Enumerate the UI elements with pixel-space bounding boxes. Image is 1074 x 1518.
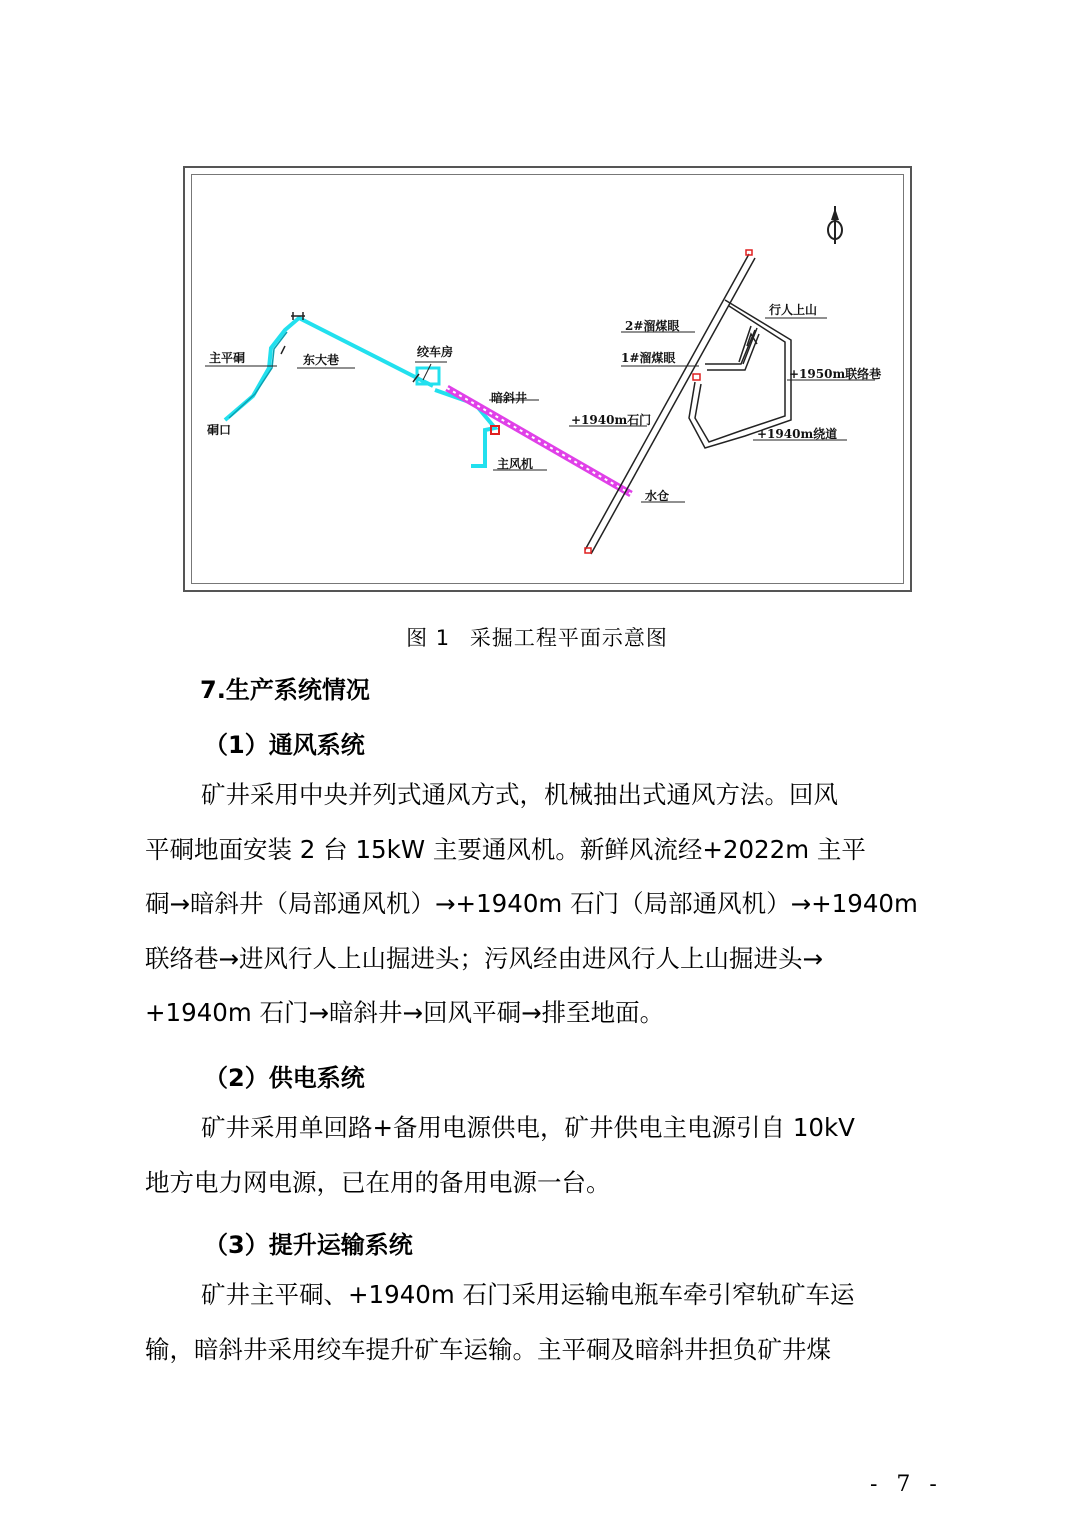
subsection-heading-ventilation: （1）通风系统 bbox=[204, 731, 365, 759]
uphill-network bbox=[689, 300, 791, 448]
caption-number: 图 1 bbox=[406, 626, 451, 650]
paragraph-hoisting bbox=[145, 1268, 935, 1377]
roadway-marks bbox=[281, 312, 419, 382]
text-line: 输，暗斜井采用绞车提升矿车运输。主平硐及暗斜井担负矿井煤 bbox=[145, 1334, 831, 1364]
label-main-fan: 主风机 bbox=[497, 457, 534, 471]
label-crosscut-1940: +1940m石门 bbox=[571, 413, 652, 427]
label-winch-room: 绞车房 bbox=[417, 345, 454, 359]
text-line: 地方电力网电源，已在用的备用电源一台。 bbox=[145, 1167, 611, 1197]
subsection-heading-power: （2）供电系统 bbox=[204, 1064, 365, 1092]
subsection-heading-hoisting: （3）提升运输系统 bbox=[204, 1231, 413, 1259]
paragraph-power bbox=[145, 1101, 935, 1210]
label-main-adit: 主平硐 bbox=[209, 351, 246, 365]
leader-lines bbox=[205, 318, 875, 502]
figure-frame bbox=[183, 166, 912, 592]
crosscut-1940 bbox=[585, 250, 755, 554]
mine-plan-diagram bbox=[185, 168, 914, 594]
label-chute-2: 2#溜煤眼 bbox=[625, 319, 680, 333]
figure-caption bbox=[0, 622, 1074, 652]
paragraph-ventilation bbox=[145, 768, 935, 1041]
section-heading: 7.生产系统情况 bbox=[200, 676, 370, 704]
text-line: 矿井采用单回路+备用电源供电，矿井供电主电源引自 10kV bbox=[201, 1113, 855, 1142]
label-chute-1: 1#溜煤眼 bbox=[621, 351, 676, 365]
label-blind-incline: 暗斜井 bbox=[491, 391, 528, 405]
label-adit-mouth: 硐口 bbox=[207, 423, 232, 437]
north-arrow-icon bbox=[828, 206, 842, 244]
label-bypass-1940: +1940m绕道 bbox=[757, 427, 838, 441]
text-line: 矿井主平硐、+1940m 石门采用运输电瓶车牵引窄轨矿车运 bbox=[201, 1280, 855, 1309]
page-number: - 7 - bbox=[870, 1472, 943, 1497]
label-sump: 水仓 bbox=[645, 489, 670, 503]
text-line: 联络巷→进风行人上山掘进头；污风经由进风行人上山掘进头→ bbox=[145, 943, 824, 973]
text-line: 平硐地面安装 2 台 15kW 主要通风机。新鲜风流经+2022m 主平 bbox=[145, 834, 866, 864]
caption-title: 采掘工程平面示意图 bbox=[469, 626, 668, 650]
label-pedestrian-uphill: 行人上山 bbox=[769, 303, 818, 317]
text-line: 矿井采用中央并列式通风方式，机械抽出式通风方法。回风 bbox=[201, 780, 838, 809]
text-line: +1940m 石门→暗斜井→回风平硐→排至地面。 bbox=[145, 998, 665, 1027]
blind-incline bbox=[447, 388, 631, 494]
label-east-roadway: 东大巷 bbox=[303, 353, 340, 367]
label-connection-1950: +1950m联络巷 bbox=[789, 367, 882, 381]
text-line: 硐→暗斜井（局部通风机）→+1940m 石门（局部通风机）→+1940m bbox=[145, 889, 918, 918]
